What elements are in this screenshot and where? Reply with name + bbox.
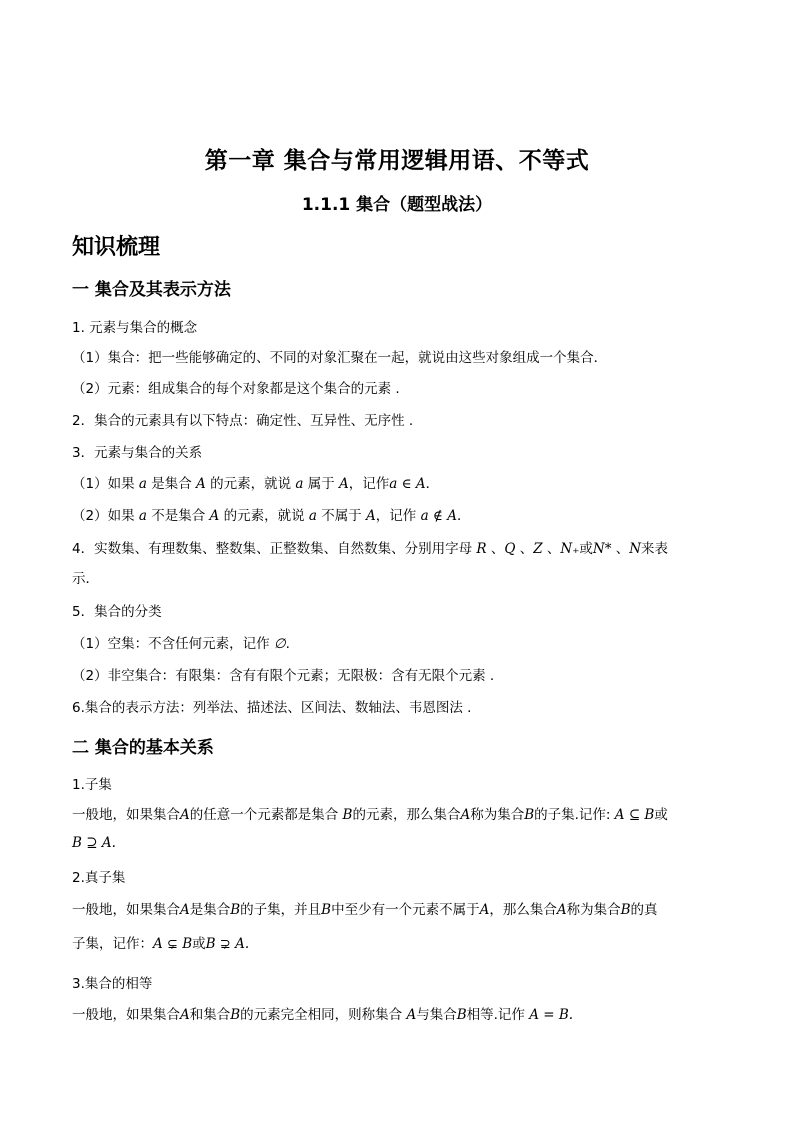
text: 4．实数集、有理数集、整数集、正整数集、自然数集、分别用字母 [72, 541, 477, 557]
math-var: A [209, 508, 220, 524]
text: 、 [542, 541, 561, 557]
proper-subset-symbol: ⊊ [167, 937, 178, 952]
text: 一般地，如果集合 [72, 902, 180, 918]
text: 子集，记作： [72, 936, 153, 952]
math-expr: B ⊇ A. [72, 835, 116, 851]
text: （1）空集：不含任何元素，记作 [72, 636, 274, 652]
text: 的元素，那么集合 [352, 807, 461, 823]
proper-subset-definition [72, 898, 658, 918]
text: 称为集合 [470, 807, 525, 823]
equality-definition [72, 1003, 573, 1023]
math-var: Z [533, 541, 543, 557]
math-var: A [196, 476, 206, 492]
math-var: B [524, 807, 535, 823]
text: 或 [579, 541, 593, 557]
math-var: A [180, 902, 190, 918]
math-var: A. [235, 936, 250, 952]
equality-heading: 3.集合的相等 [72, 976, 153, 992]
line-12: （2）非空集合：有限集：含有有限个元素；无限极：含有无限个元素 . [72, 668, 495, 684]
math-var: a [138, 476, 147, 492]
line-7 [72, 504, 470, 524]
math-var: a [295, 476, 304, 492]
text: . [285, 636, 290, 652]
section1-heading: 一 集合及其表示方法 [72, 280, 231, 300]
text: 、 [515, 541, 534, 557]
line-8 [72, 537, 668, 557]
text: 的任意一个元素都是集合 [189, 807, 343, 823]
text: ，记作 [348, 476, 390, 492]
text: 属于 [303, 476, 340, 492]
line-1: 1. 元素与集合的概念 [72, 320, 198, 336]
text: 或 [654, 807, 668, 823]
text: 的真 [630, 902, 658, 918]
text: 或 [192, 936, 206, 952]
section2-heading: 二 集合的基本关系 [72, 738, 214, 758]
math-var: A [339, 476, 349, 492]
line-5: 3．元素与集合的关系 [72, 445, 203, 461]
text: 的子集.记作: [534, 807, 615, 823]
text: 是集合 [189, 902, 231, 918]
math-var: B [182, 936, 193, 952]
text: 的元素完全相同，则称集合 [240, 1007, 407, 1023]
proper-subset-heading: 2.真子集 [72, 870, 126, 886]
math-var: A [180, 1007, 190, 1023]
text: 的元素，就说 [205, 476, 296, 492]
math-var: N [629, 541, 642, 557]
text: ，那么集合 [489, 902, 557, 918]
math-var: a [308, 508, 317, 524]
math-expr: a ∉ A [420, 508, 457, 524]
text: 的元素，就说 [219, 508, 309, 524]
proper-subset-definition-cont [72, 932, 249, 952]
math-var: B [620, 902, 631, 918]
line-10: 5．集合的分类 [72, 604, 162, 620]
text: ，记作 [375, 508, 421, 524]
text: 和集合 [189, 1007, 231, 1023]
text: 、 [486, 541, 505, 557]
subset-heading: 1.子集 [72, 777, 112, 793]
text: 中至少有一个元素不属于 [331, 902, 480, 918]
section-main-heading: 知识梳理 [72, 235, 161, 260]
math-expr: A ⊆ B [614, 807, 655, 823]
math-expr: A = B. [529, 1007, 574, 1023]
math-var: B [321, 902, 332, 918]
math-var: A [406, 1007, 417, 1023]
math-var: A [366, 508, 376, 524]
text: ． [425, 476, 440, 492]
text: 来表 [641, 541, 669, 557]
text: 的子集，并且 [240, 902, 322, 918]
text: 一般地，如果集合 [72, 807, 180, 823]
line-13: 6.集合的表示方法：列举法、描述法、区间法、数轴法、韦恩图法 . [72, 700, 472, 716]
lesson-subtitle: 1.1.1 集合（题型战法） [301, 195, 493, 215]
math-var: A [180, 807, 190, 823]
math-var: N* [592, 541, 612, 557]
line-9: 示． [72, 571, 99, 587]
text: （2）如果 [72, 508, 139, 524]
text: ． [456, 508, 471, 524]
empty-set-symbol: ∅ [273, 636, 286, 652]
math-var: B [205, 936, 216, 952]
text: 一般地，如果集合 [72, 1007, 180, 1023]
line-11 [72, 632, 290, 652]
proper-superset-symbol: ⊋ [219, 937, 231, 952]
math-var: N₊ [560, 541, 580, 557]
math-var: A [153, 936, 163, 952]
text: 相等.记作 [466, 1007, 530, 1023]
math-var: R [476, 541, 487, 557]
math-var: B [342, 807, 353, 823]
text: 是集合 [146, 476, 197, 492]
math-var: A [460, 807, 471, 823]
math-var: a [138, 508, 147, 524]
text: 、 [611, 541, 630, 557]
math-var: Q [504, 541, 516, 557]
math-var: A [479, 902, 490, 918]
chapter-title: 第一章 集合与常用逻辑用语、不等式 [204, 148, 590, 174]
math-expr: a ∈ A [389, 476, 426, 492]
text: （1）如果 [72, 476, 139, 492]
math-var: B [456, 1007, 467, 1023]
line-6 [72, 472, 439, 492]
math-var: A [556, 902, 567, 918]
line-3: （2）元素：组成集合的每个对象都是这个集合的元素 . [72, 381, 400, 397]
subset-definition-cont [72, 835, 116, 851]
text: 不属于 [316, 508, 367, 524]
text: 不是集合 [146, 508, 210, 524]
line-2: （1）集合：把一些能够确定的、不同的对象汇聚在一起，就说由这些对象组成一个集合． [72, 350, 608, 366]
subset-definition [72, 803, 668, 823]
text: 与集合 [416, 1007, 457, 1023]
text: 称为集合 [566, 902, 621, 918]
line-4: 2．集合的元素具有以下特点：确定性、互异性、无序性 . [72, 413, 414, 429]
math-var: B [230, 902, 241, 918]
math-var: B [230, 1007, 241, 1023]
